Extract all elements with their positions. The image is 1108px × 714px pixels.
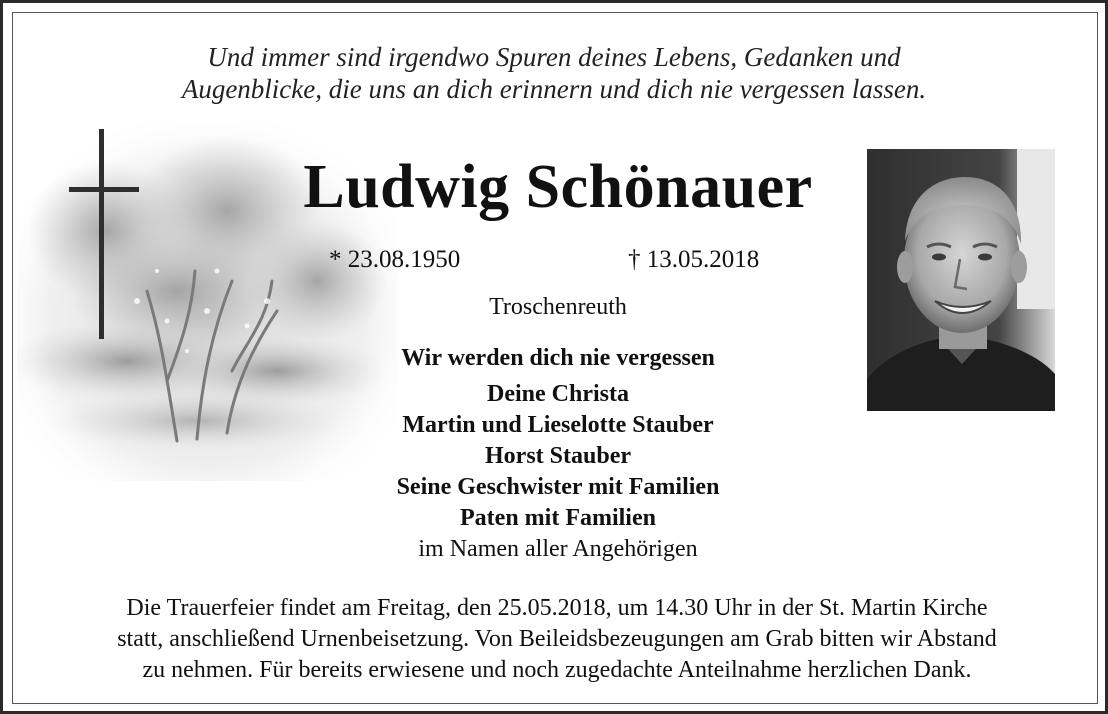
- funeral-announcement: [33, 593, 1081, 686]
- announcement-line: Die Trauerfeier findet am Freitag, den 25.05.2018, um 14.30 Uhr in der St. Martin Kirche: [126, 595, 988, 621]
- mourners-closing: im Namen aller Angehörigen: [418, 536, 698, 562]
- birth-date: * 23.08.1950: [329, 246, 461, 273]
- mourners-block: [253, 343, 863, 565]
- mourner-name: Martin und Lieselotte Stauber: [402, 412, 714, 438]
- motto-line: Augenblicke, die uns an dich erinnern und dich nie vergessen lassen.: [181, 74, 927, 104]
- portrait-photo-icon: [867, 149, 1055, 411]
- mourner-name: Seine Geschwister mit Familien: [396, 474, 720, 500]
- deceased-name: Ludwig Schönauer: [303, 153, 813, 221]
- hometown: Troschenreuth: [489, 294, 627, 320]
- motto-line: Und immer sind irgendwo Spuren deines Lebens, Gedanken und: [207, 42, 901, 72]
- announcement-line: statt, anschließend Urnenbeisetzung. Von Beileidsbezeugungen am Grab bitten wir Abstand: [117, 626, 997, 652]
- death-date: † 13.05.2018: [628, 246, 760, 273]
- mourner-name: Horst Stauber: [485, 443, 631, 469]
- mourners-headline: Wir werden dich nie vergessen: [401, 345, 715, 371]
- mourner-name: Paten mit Familien: [460, 505, 656, 531]
- announcement-line: zu nehmen. Für bereits erwiesene und noch zugedachte Anteilnahme herzlichen Dank.: [142, 657, 972, 683]
- motto: [3, 41, 1105, 105]
- mourner-name: Deine Christa: [487, 381, 629, 407]
